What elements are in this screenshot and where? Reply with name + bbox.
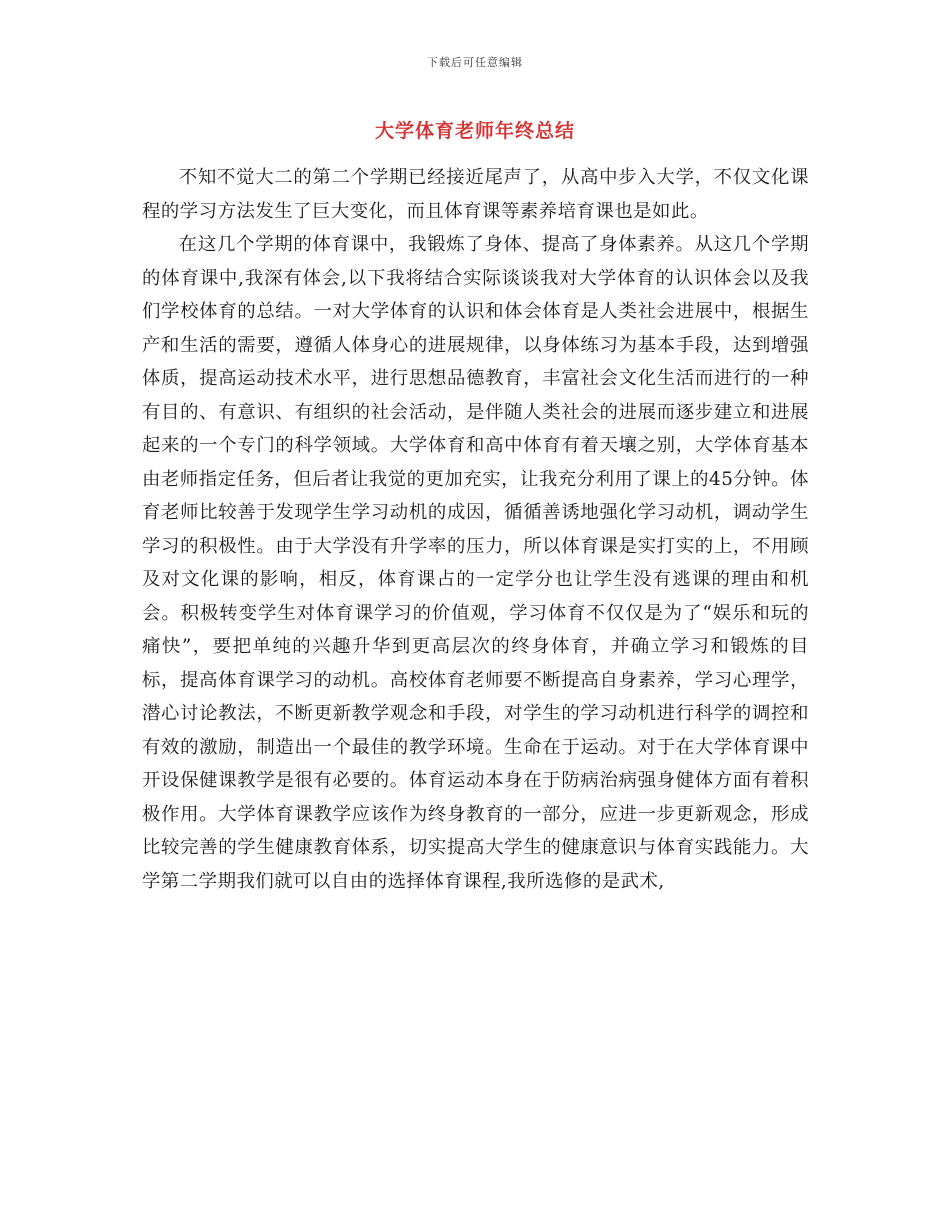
document-body [142,161,809,898]
paragraph-intro: 不知不觉大二的第二个学期已经接近尾声了，从高中步入大学，不仅文化课程的学习方法发生了巨大变化，而且体育课等素养培育课也是如此。 [142,167,809,222]
document-title: 大学体育老师年终总结 [374,120,575,142]
paragraph-main: 在这几个学期的体育课中，我锻炼了身体、提高了身体素养。从这几个学期的体育课中,我深有体会,以下我将结合实际谈谈我对大学体育的认识体会以及我们学校体育的总结。一对大学体育的认识和体会体育是人类社会进展中，根据生产和生活的需要，遵循人体身心的进展规律，以身体练习为基本手段，达到增强体质，提高运动技术水平，进行思想品德教育，丰富社会文化生活而进行的一种有目的、有意识、有组织的社会活动，是伴随人类社会的进展而逐步建立和进展起来的一个专门的科学领域。大学体育和高中体育有着天壤之别，大学体育基本由老师指定任务，但后者让我觉的更加充实，让我充分利用了课上的45分钟。体育老师比较善于发现学生学习动机的成因，循循善诱地强化学习动机，调动学生学习的积极性。由于大学没有升学率的压力，所以体育课是实打实的上，不用顾及对文化课的影响，相反，体育课占的一定学分也让学生没有逃课的理由和机会。积极转变学生对体育课学习的价值观，学习体育不仅仅是为了“娱乐和玩的痛快”，要把单纯的兴趣升华到更高层次的终身体育，并确立学习和锻炼的目标，提高体育课学习的动机。高校体育老师要不断提高自身素养，学习心理学，潜心讨论教法，不断更新教学观念和手段，对学生的学习动机进行科学的调控和有效的激励，制造出一个最佳的教学环境。生命在于运动。对于在大学体育课中开设保健课教学是很有必要的。体育运动本身在于防病治病强身健体方面有着积极作用。大学体育课教学应该作为终身教育的一部分，应进一步更新观念，形成比较完善的学生健康教育体系，切实提高大学生的健康意识与体育实践能力。大学第二学期我们就可以自由的选择体育课程,我所选修的是武术, [142,234,809,892]
page-header-note: 下载后可任意编辑 [427,56,523,69]
